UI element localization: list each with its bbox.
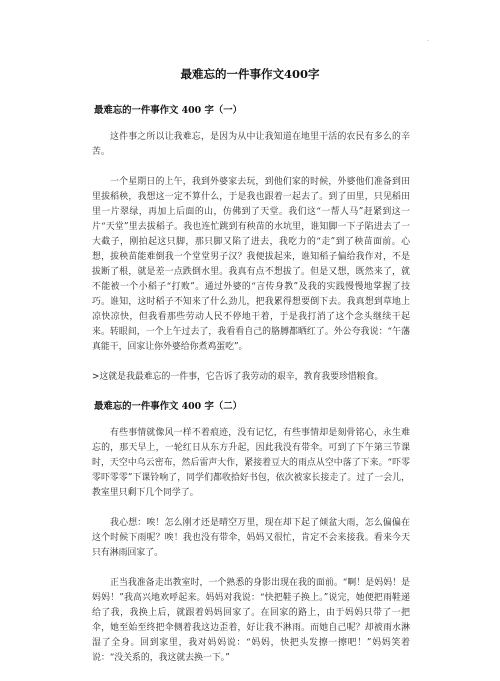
paragraph: 这件事之所以让我难忘，是因为从中让我知道在地里干活的农民有多么的辛苦。 (92, 132, 410, 157)
page-corner-mark: . (427, 36, 429, 43)
paragraph: 我心想：唉！怎么刚才还是晴空万里，现在却下起了倾盆大雨，怎么偏偏在这个时候下雨呢？唉！我也没有带伞，妈妈又很忙，肯定不会来接我。看来今天只有淋雨回家了。 (92, 518, 410, 558)
article-body (92, 104, 410, 681)
essay-section-2 (92, 400, 410, 666)
paragraph: >这就是我最难忘的一件事，它告诉了我劳动的艰辛，教育我要珍惜粮食。 (92, 372, 384, 382)
paragraph: 有些事情就像风一样不着痕迹，没有记忆，有些事情却是刻骨铭心，永生难忘的，那天早上，一轮红日从东方升起，因此我没有带伞。可到了下午第三节课时，天空中乌云密布，然后雷声大作，紧接着豆大的雨点从空中落了下来。“吓零零吓零零”下课铃响了，同学们都收拾好书包，依次被家长接走了。过了一会儿，教室里只剩下几个同学了。 (92, 428, 410, 498)
section-heading: 最难忘的一件事作文 400 字（二） (94, 401, 242, 412)
essay-section-1 (92, 104, 410, 385)
page-title: 最难忘的一件事作文400字 (180, 67, 320, 81)
section-heading: 最难忘的一件事作文 400 字（一） (94, 105, 242, 116)
paragraph: 正当我准备走出教室时，一个熟悉的身影出现在我的面前。“啊！是妈妈！是妈妈！”我高兴地欢呼起来。妈妈对我说：“快把鞋子换上。”说完，她便把雨鞋递给了我，我换上后，就跟着妈妈回家了。在回家的路上，由于妈妈只带了一把伞，她至始至终把伞侧着我这边歪着，好让我不淋雨。而她自己呢？却被雨水淋湿了全身。回到家里，我对妈妈说：“妈妈，快把头发擦一擦吧！”妈妈笑着说：“没关系的，我这就去换一下。” (92, 578, 410, 663)
paragraph: 一个星期日的上午，我到外婆家去玩，到他们家的时候，外婆他们准备到田里拔稻秧，我想这一定不算什么，于是我也跟着一起去了。到了田里，只见稻田里一片翠绿，再加上后面的山，仿佛到了天堂。我们这“一帮人马”赶紧到这一片“天堂”里去拔稻子。我也连忙跳到有秧苗的水坑里，谁知脚一下子陷进去了一大截子，刚拍起这只脚，那只脚又陷了进去，我吃力的“走”到了秧苗面前。心想，拔秧苗能难倒我一个堂堂男子汉？我便拔起来，谁知稻子偏给我作对，不是拔断了根，就是差一点跌倒水里。我真有点不想拔了。但是又想，既然来了，就不能被一个小稻子“打败”。通过外婆的“言传身教”及我的实践慢慢地掌握了技巧。谁知，这时稻子不知来了什么劲儿，把我累得想要倒下去。我真想到草地上凉快凉快，但我看那些劳动人民不停地干着，于是我打消了这个念头继续干起来。转眼间，一个上午过去了，我看看自己的胳膊都晒红了。外公夸我说：“午藩真能干，回家让你外婆给你煮鸡蛋吃”。 (92, 177, 410, 352)
